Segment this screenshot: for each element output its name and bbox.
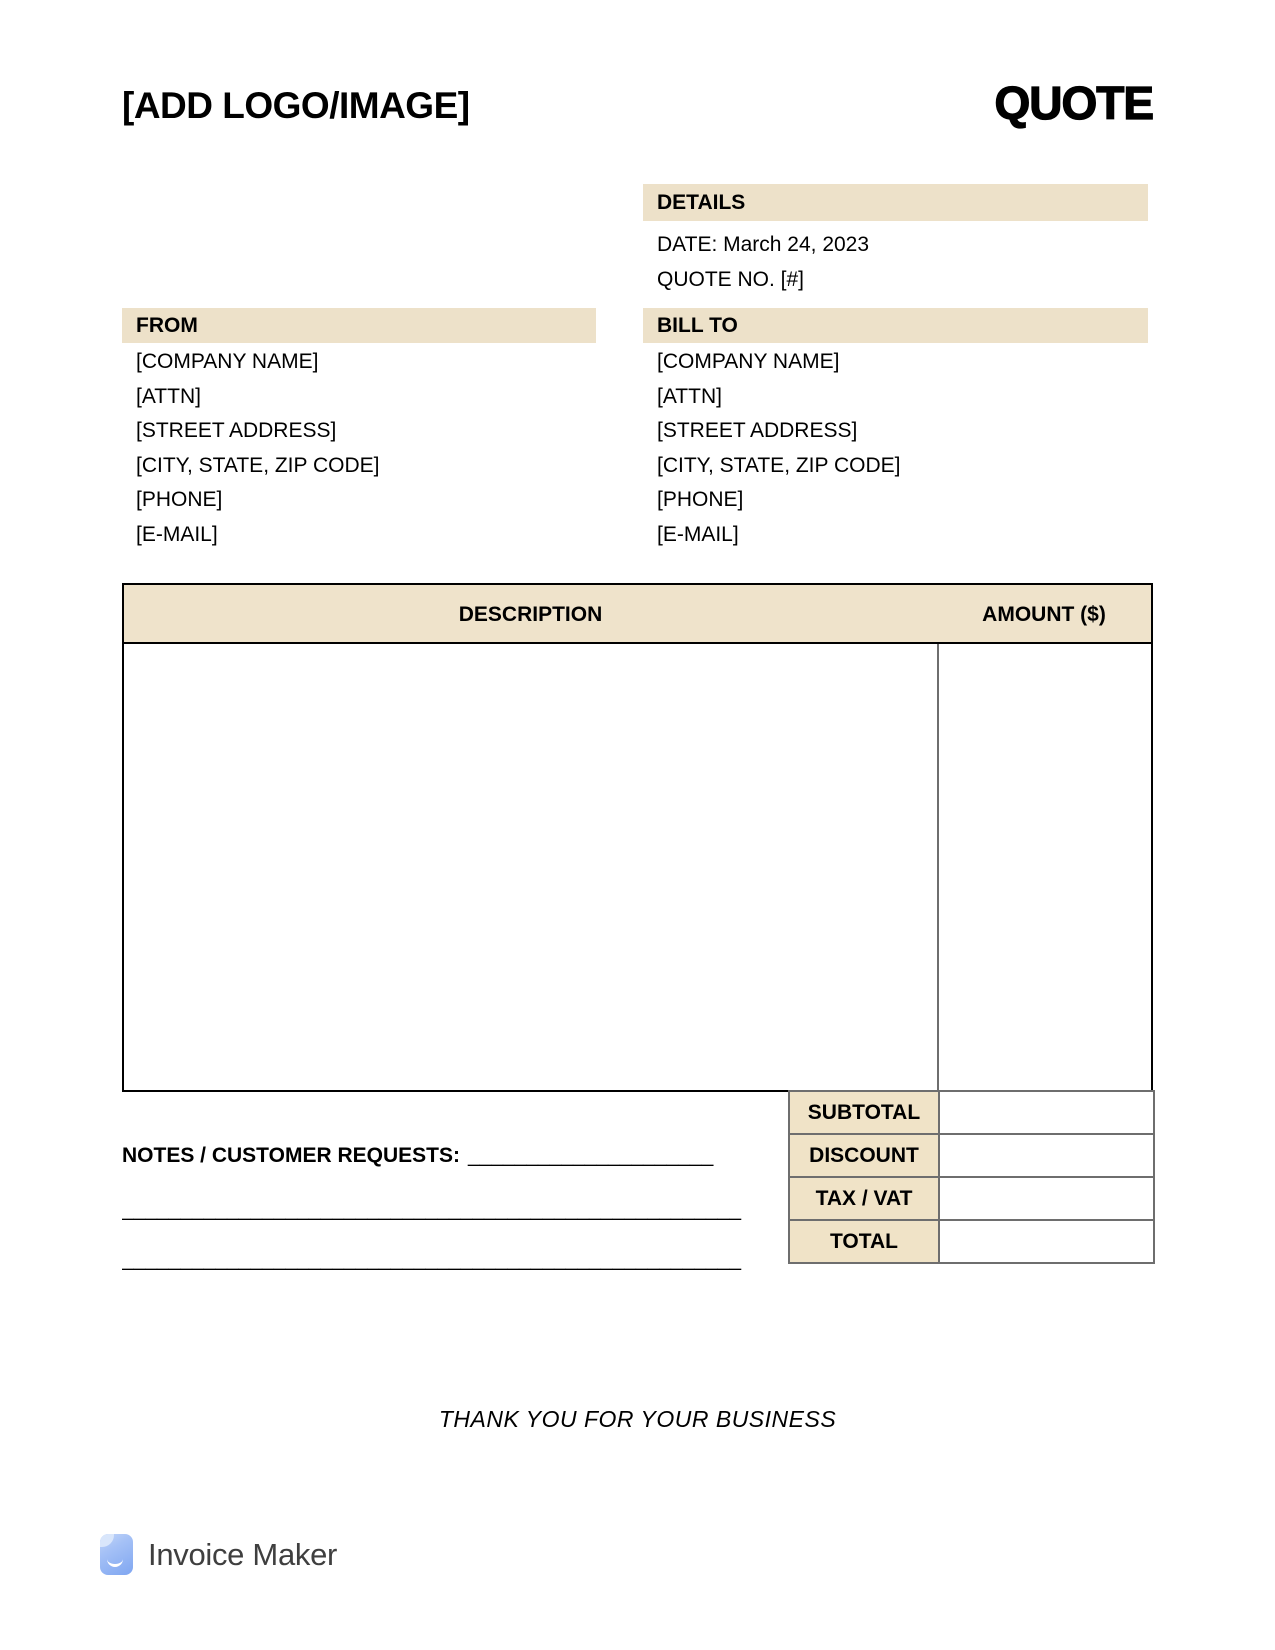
from-company-name: [COMPANY NAME] — [136, 350, 319, 373]
smile-arc-shape — [107, 1558, 123, 1567]
details-section-header: DETAILS — [643, 184, 1148, 221]
column-divider-line — [937, 644, 939, 1090]
from-phone: [PHONE] — [136, 488, 223, 511]
document-title: QUOTE — [994, 77, 1153, 129]
bill-to-street-address: [STREET ADDRESS] — [657, 419, 858, 442]
date-line: DATE: March 24, 2023 — [657, 233, 870, 256]
notes-inline-blank-line: _____________________ — [467, 1144, 714, 1167]
folded-corner-shape — [100, 1534, 114, 1547]
from-attn: [ATTN] — [136, 384, 201, 408]
bill-to-city-state-zip: [CITY, STATE, ZIP CODE] — [657, 453, 901, 477]
subtotal-row — [789, 1091, 1154, 1134]
discount-row — [789, 1134, 1154, 1177]
bill-to-attn: [ATTN] — [657, 384, 722, 408]
bill-to-address-block — [657, 345, 901, 552]
items-table-header — [124, 585, 1151, 644]
from-section-header: FROM — [122, 308, 596, 343]
bill-to-section-header: BILL TO — [643, 308, 1148, 343]
brand-name: Invoice Maker — [148, 1536, 338, 1572]
from-email: [E-MAIL] — [136, 522, 218, 546]
brand-footer — [100, 1534, 337, 1575]
discount-label: DISCOUNT — [789, 1134, 939, 1177]
subtotal-value — [939, 1091, 1154, 1134]
total-value — [939, 1220, 1154, 1263]
notes-label: NOTES / CUSTOMER REQUESTS: — [122, 1144, 460, 1167]
notes-blank-line-1: _____________________________________________________ — [122, 1198, 741, 1221]
thank-you-message: THANK YOU FOR YOUR BUSINESS — [438, 1406, 837, 1432]
bill-to-email: [E-MAIL] — [657, 522, 739, 546]
bill-to-phone: [PHONE] — [657, 488, 744, 511]
description-column-header: DESCRIPTION — [458, 603, 603, 626]
notes-row — [122, 1144, 754, 1168]
summary-table — [788, 1090, 1155, 1264]
from-address-block — [136, 345, 380, 552]
from-street-address: [STREET ADDRESS] — [136, 419, 337, 442]
subtotal-label: SUBTOTAL — [789, 1091, 939, 1134]
details-lines — [657, 227, 869, 297]
total-label: TOTAL — [789, 1220, 939, 1263]
notes-blank-line-2: _____________________________________________________ — [122, 1248, 741, 1271]
logo-placeholder-text: [ADD LOGO/IMAGE] — [122, 85, 470, 126]
tax-vat-value — [939, 1177, 1154, 1220]
tax-vat-row — [789, 1177, 1154, 1220]
invoice-maker-logo-icon — [100, 1534, 133, 1575]
discount-value — [939, 1134, 1154, 1177]
from-city-state-zip: [CITY, STATE, ZIP CODE] — [136, 453, 380, 477]
tax-vat-label: TAX / VAT — [789, 1177, 939, 1220]
items-table — [122, 583, 1153, 1092]
bill-to-company-name: [COMPANY NAME] — [657, 350, 840, 373]
items-table-body — [124, 644, 1151, 1090]
amount-column-header: AMOUNT ($) — [982, 603, 1106, 626]
total-row — [789, 1220, 1154, 1263]
quote-number-line: QUOTE NO. [#] — [657, 268, 805, 291]
